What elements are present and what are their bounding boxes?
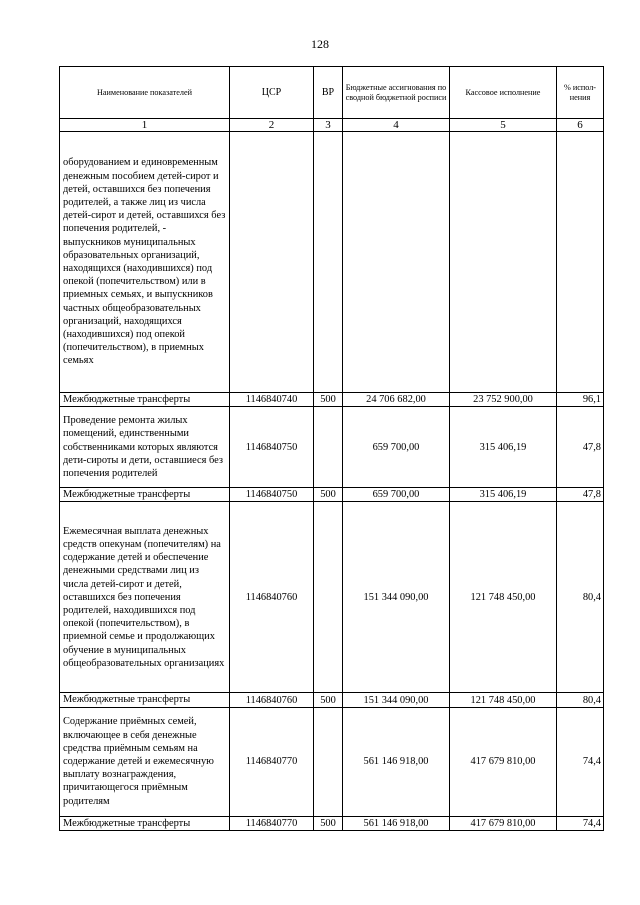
row-percent	[557, 132, 604, 393]
row-budget: 659 700,00	[343, 407, 450, 488]
row-percent: 74,4	[557, 816, 604, 830]
row-percent: 96,1	[557, 393, 604, 407]
row-cash: 121 748 450,00	[450, 693, 557, 707]
column-number: 5	[450, 119, 557, 132]
row-name: Межбюджетные трансферты	[60, 393, 230, 407]
row-name: Ежемесячная выплата денежных средств опекунам (попечителям) на содержание детей и обеспечение денежными средствами лиц из числа детей-сирот и детей, оставшихся без попечения родителей, находившихся под опекой (попечительством), в приемной семье и продолжающих обучение в муниципальных общеобразовательных организациях	[60, 502, 230, 693]
column-number: 2	[230, 119, 314, 132]
row-vr	[314, 707, 343, 816]
row-name: оборудованием и единовременным денежным пособием детей-сирот и детей, оставшихся без попечения родителей, а также лиц из числа детей-сирот и детей, оставшихся без попечения родителей, - выпускников муниципальных образовательных организаций, находящихся (находившихся) под опекой (попечительством) или в приемных семьях, и выпускников частных общеобразовательных организаций, находящихся (находившихся) под опекой (попечительством), в приемных семьях	[60, 132, 230, 393]
header-cash: Кассовое исполнение	[450, 67, 557, 119]
row-name: Содержание приёмных семей, включающее в себя денежные средства приёмным семьям на содержание детей и ежемесячную выплату вознаграждения, причитающегося приёмным родителям	[60, 707, 230, 816]
row-vr: 500	[314, 816, 343, 830]
row-budget: 561 146 918,00	[343, 816, 450, 830]
row-csr: 1146840750	[230, 407, 314, 488]
row-cash: 417 679 810,00	[450, 816, 557, 830]
row-vr: 500	[314, 393, 343, 407]
row-name: Межбюджетные трансферты	[60, 816, 230, 830]
row-vr: 500	[314, 693, 343, 707]
row-csr: 1146840770	[230, 707, 314, 816]
row-csr	[230, 132, 314, 393]
table-row	[60, 707, 604, 816]
row-budget: 24 706 682,00	[343, 393, 450, 407]
header-budget: Бюджетные ассигнования по сводной бюджетной росписи	[343, 67, 450, 119]
row-percent: 47,8	[557, 407, 604, 488]
row-budget	[343, 132, 450, 393]
row-csr: 1146840740	[230, 393, 314, 407]
row-csr: 1146840760	[230, 502, 314, 693]
table-row	[60, 693, 604, 707]
row-name: Межбюджетные трансферты	[60, 693, 230, 707]
column-number: 4	[343, 119, 450, 132]
row-percent: 74,4	[557, 707, 604, 816]
row-percent: 80,4	[557, 693, 604, 707]
table-row	[60, 393, 604, 407]
row-cash: 417 679 810,00	[450, 707, 557, 816]
row-csr: 1146840760	[230, 693, 314, 707]
column-numbers-row	[60, 119, 604, 132]
budget-execution-table	[59, 66, 604, 831]
table-row	[60, 816, 604, 830]
row-budget: 561 146 918,00	[343, 707, 450, 816]
header-percent: % испол-нения	[557, 67, 604, 119]
table-row	[60, 502, 604, 693]
row-name: Межбюджетные трансферты	[60, 488, 230, 502]
row-budget: 659 700,00	[343, 488, 450, 502]
row-csr: 1146840750	[230, 488, 314, 502]
header-csr: ЦСР	[230, 67, 314, 119]
column-number: 6	[557, 119, 604, 132]
header-vr: ВР	[314, 67, 343, 119]
row-percent: 47,8	[557, 488, 604, 502]
table-header-row	[60, 67, 604, 119]
row-cash: 315 406,19	[450, 488, 557, 502]
column-number: 1	[60, 119, 230, 132]
row-cash: 121 748 450,00	[450, 502, 557, 693]
row-budget: 151 344 090,00	[343, 693, 450, 707]
row-budget: 151 344 090,00	[343, 502, 450, 693]
row-vr: 500	[314, 488, 343, 502]
row-cash	[450, 132, 557, 393]
row-cash: 23 752 900,00	[450, 393, 557, 407]
row-csr: 1146840770	[230, 816, 314, 830]
row-vr	[314, 132, 343, 393]
row-vr	[314, 407, 343, 488]
page-number: 128	[311, 37, 329, 51]
row-vr	[314, 502, 343, 693]
row-percent: 80,4	[557, 502, 604, 693]
row-name: Проведение ремонта жилых помещений, единственными собственниками которых являются дети-сироты и дети, оставшиеся без попечения родителей	[60, 407, 230, 488]
column-number: 3	[314, 119, 343, 132]
table-row	[60, 132, 604, 393]
table-row	[60, 407, 604, 488]
row-cash: 315 406,19	[450, 407, 557, 488]
header-name: Наименование показателей	[60, 67, 230, 119]
table-row	[60, 488, 604, 502]
